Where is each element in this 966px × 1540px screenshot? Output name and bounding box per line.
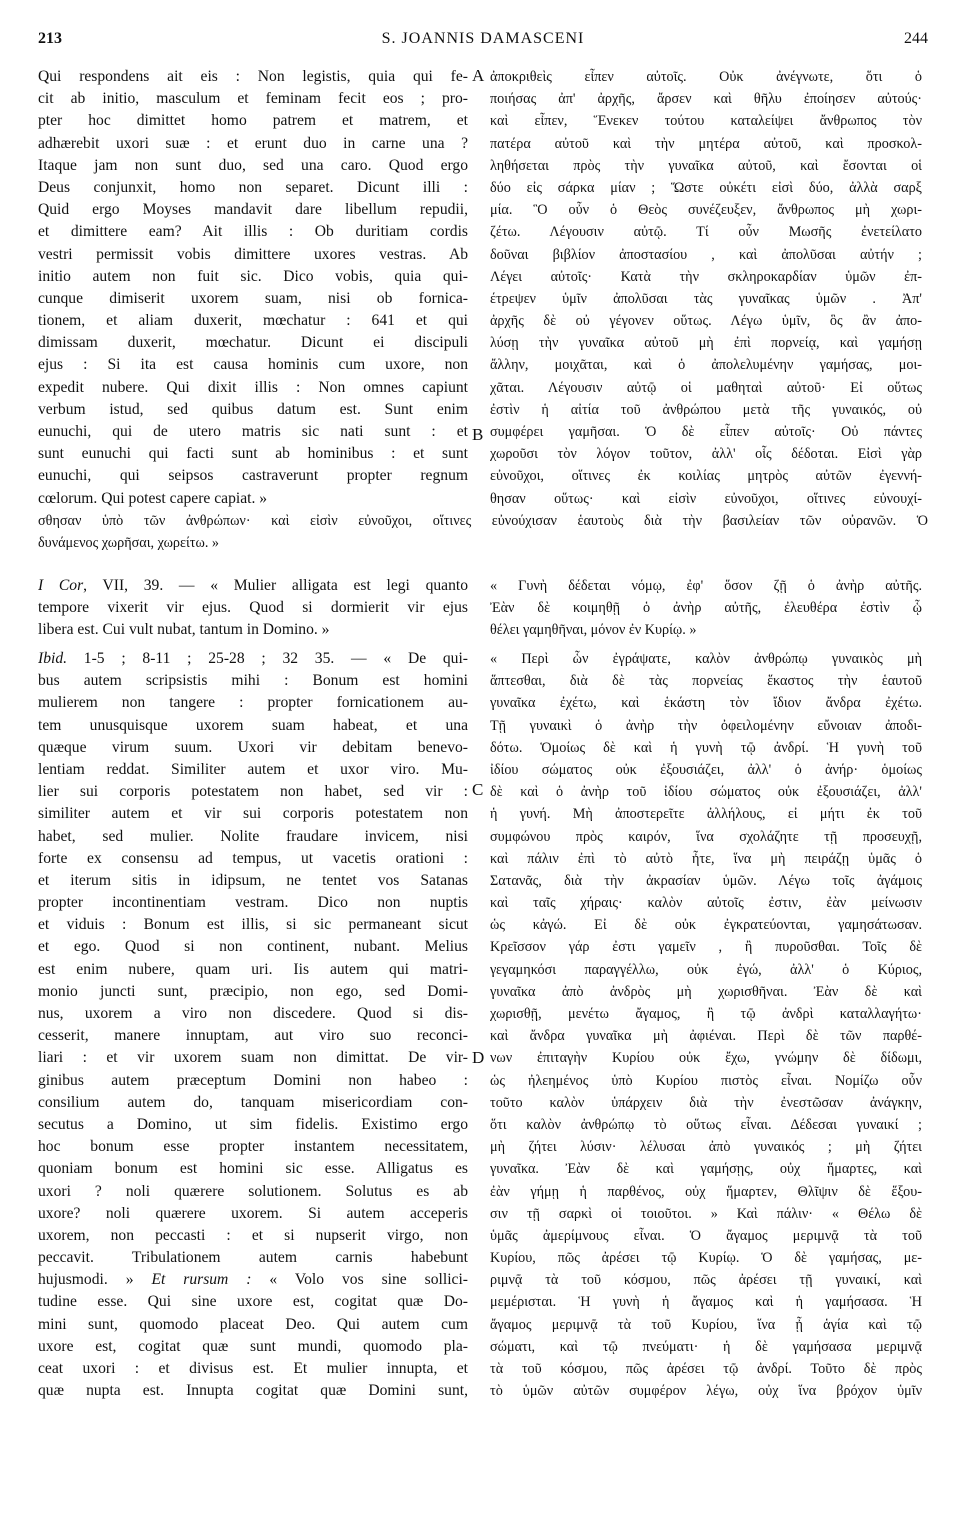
text-line: τὰ τοῦ κόσμου, πῶς ἀρέσει τῷ ἀνδρί. Τοῦτο δὲ πρὸς	[490, 1361, 922, 1377]
text-line: ζέτω. Λέγουσιν αὐτῷ. Τί οὖν Μωσῆς ἐνετείλατο	[490, 224, 922, 241]
greek-column-block-1	[490, 66, 922, 510]
text-line: Qui respondens ait eis : Non legistis, quia qui fe-	[38, 68, 468, 85]
page-number-right: 244	[904, 30, 928, 47]
text-line: ἅπτεσθαι, διὰ δὲ τὰς πορνείας ἕκαστος τὴν ἑαυτοῦ	[490, 673, 922, 690]
text-line: uxore? noli quærere uxorem. Si autem acceperis	[38, 1204, 468, 1222]
text-line: uxore est, cogitat quæ sunt mundi, quomodo pla-	[38, 1337, 468, 1355]
text-line: γυναῖκα ἐχέτω, καὶ ἑκάστη τὸν ἴδιον ἄνδρα ἐχέτω.	[490, 695, 922, 712]
text-line: monio juncti sunt, præcipio, non ego, sed Domi-	[38, 982, 468, 1000]
margin-marker-d: D	[472, 1048, 485, 1067]
text-line: « Περὶ ὧν ἐγράψατε, καλὸν ἀνθρώπῳ γυναικὸς μὴ	[490, 651, 922, 667]
latin-lines-tail	[38, 1291, 468, 1402]
text-line: Ἐὰν δὲ κοιμηθῇ ὁ ἀνὴρ αὐτῆς, ἐλευθέρα ἐστὶν ᾧ	[490, 600, 922, 617]
text-line: Itaque jam non sunt duo, sed una caro. Quod ergo	[38, 156, 468, 174]
text-line: pter hoc dimittet homo patrem et matrem, et	[38, 112, 468, 130]
text-line: quæque virum suum. Uxori vir debitam benevo-	[38, 738, 468, 756]
margin-marker-b: B	[472, 425, 484, 444]
text-line: ληθήσεται πρὸς τὴν γυναῖκα αὐτοῦ, καὶ ἔσονται οἱ	[490, 157, 922, 174]
text-line: μία. Ὃ οὖν ὁ Θεὸς συνέζευξεν, ἄνθρωπος μὴ χωρι-	[490, 202, 922, 219]
text-line: πατέρα αὐτοῦ καὶ τὴν μητέρα αὐτοῦ, καὶ προσκολ-	[490, 135, 922, 152]
text-line: εὐνοῦχοι, οἵτινες ἐκ κοιλίας μητρὸς αὐτῶν ἐγεννή-	[490, 468, 922, 485]
text-line: quoniam bonum est homini sic esse. Alligatus es	[38, 1160, 468, 1178]
running-title: S. JOANNIS DAMASCENI	[381, 30, 585, 47]
text-line: γυναῖκα. Ἐὰν δὲ καὶ γαμήσῃς, οὐχ ἥμαρτες, καὶ	[490, 1161, 922, 1178]
text-line: ἰδίου σώματος οὐκ ἐξουσιάζει, ἀλλ' ὁ ἀνήρ· ὁμοίως	[490, 761, 922, 778]
text-line: ἄγαμος μεριμνᾷ τὰ τοῦ Κυρίου, ἵνα ᾖ ἁγία καὶ τῷ	[490, 1316, 922, 1333]
text-line: ἀρχῆς δὲ οὐ γέγονεν οὕτως. Λέγω ὑμῖν, ὃς ἂν ἀπο-	[490, 313, 922, 330]
text-line: ἐὰν γήμῃ ἡ παρθένος, οὐχ ἥμαρτεν, Θλῖψιν δὲ ἕξου-	[490, 1183, 922, 1200]
margin-marker-c: C	[472, 780, 484, 799]
text-line: libera est. Cui vult nubat, tantum in Domino. »	[38, 621, 330, 639]
text-line: σθησαν ὑπὸ τῶν ἀνθρώπων· καὶ εἰσὶν εὐνοῦχοι, οἵτινες εὐνούχισαν ἑαυτοὺς διὰ τὴν βασιλείαν τῶν οὐρανῶν. Ὁ	[38, 513, 928, 529]
text-line: uxorem, non peccasti : et si nupserit virgo, non	[38, 1226, 468, 1244]
margin-marker-a: A	[472, 66, 485, 85]
text-line: δὲ καὶ ὁ ἀνὴρ τοῦ ἰδίου σώματος οὐκ ἐξουσιάζει, ἀλλ'	[490, 784, 922, 801]
text-line: Quid ergo Moyses mandavit dare libellum repudii,	[38, 201, 468, 219]
text-line: verbum istud, sed quibus datum est. Sunt enim	[38, 400, 468, 418]
page-header	[38, 30, 928, 52]
latin-lines	[38, 597, 468, 641]
text-line: forte ex consensu ad tempus, ut vacetis orationi :	[38, 849, 468, 867]
text-line: ὡς κἀγώ. Εἰ δὲ οὐκ ἐγκρατεύονται, γαμησάτωσαν.	[490, 917, 922, 934]
text-line: secutus a Domino, ut sim fidelis. Existimo ergo	[38, 1115, 468, 1133]
text-line: ἡ γυνή. Μὴ ἀποστερεῖτε ἀλλήλους, εἰ μήτι ἐκ τοῦ	[490, 806, 922, 823]
text-line: expedit nubere. Qui dixit illis : Non omnes capiunt	[38, 378, 468, 396]
text-line: Deus conjunxit, homo non separet. Dicunt illi :	[38, 178, 468, 196]
text-line: tionem, et aliam duxerit, mœchatur : 641 et qui	[38, 312, 468, 330]
text-line: similiter autem et vir sui corporis potestatem non	[38, 805, 468, 823]
text-line: hoc bonum esse propter instantem necessitatem,	[38, 1138, 468, 1156]
scripture-reference: Ibid.	[38, 650, 68, 667]
text-line: καὶ ἄνδρα γυναῖκα μὴ ἀφιέναι. Περὶ δὲ τῶν παρθέ-	[490, 1028, 922, 1045]
text-line: ριμνᾷ τὰ τοῦ κόσμου, πῶς ἀρέσει τῇ γυναικί, καὶ	[490, 1272, 922, 1289]
text-line: « Γυνὴ δέδεται νόμῳ, ἐφ' ὅσον ζῇ ὁ ἀνὴρ αὐτῆς.	[490, 578, 922, 594]
text-line: consilium autem do, tanquam misericordiam con-	[38, 1093, 468, 1111]
text-line: δύο εἰς σάρκα μίαν ; Ὥστε οὐκέτι εἰσὶ δύο, ἀλλὰ σαρξ	[490, 179, 922, 196]
text-line: ἄλλην, μοιχᾶται, καὶ ὁ ἀπολελυμένην γαμήσας, μοι-	[490, 357, 922, 374]
text-line: et viduis : Bonum est illis, si sic permaneant sicut	[38, 916, 468, 934]
text-line: γεγαμηκόσι παραγγέλλω, οὐκ ἐγώ, ἀλλ' ὁ Κύριος,	[490, 961, 922, 978]
text-line: ἀποκριθεὶς εἶπεν αὐτοῖς. Οὐκ ἀνέγνωτε, ὅτι ὁ	[490, 69, 922, 85]
text-line: θέλει γαμηθῆναι, μόνον ἐν Κυρίῳ. »	[490, 622, 697, 639]
text-line: λύσῃ τὴν γυναῖκα αὐτοῦ μὴ ἐπὶ πορνείᾳ, καὶ γαμήσῃ	[490, 335, 922, 352]
latin-column-block-1	[38, 66, 468, 510]
text-line: est enim nubere, quam uri. Iis autem qui matri-	[38, 960, 468, 978]
text-line: ejus : Si ita est causa hominis cum uxore, non	[38, 356, 468, 374]
text-line: Κυρίου, πῶς ἀρέσει τῷ Κυρίῳ. Ὁ δὲ γαμήσας, με-	[490, 1250, 922, 1267]
text-line: μὴ ζήτει λύσιν· λέλυσαι ἀπὸ γυναικός ; μὴ ζήτει	[490, 1139, 922, 1156]
text-line: tempore vixerit vir ejus. Quod si dormierit vir ejus	[38, 599, 468, 617]
text-line: Λέγει αὐτοῖς· Κατὰ τὴν σκληροκαρδίαν ὑμῶν ἐπ-	[490, 268, 922, 285]
text-line: συμφώνου πρὸς καιρόν, ἵνα σχολάζητε τῇ προσευχῇ,	[490, 828, 922, 845]
latin-column-block-2	[38, 575, 468, 642]
text-line: δοῦναι βιβλίον ἀποστασίου , καὶ ἀπολῦσαι αὐτήν ;	[490, 246, 922, 263]
text-line: bus autem scripsistis mihi : Bonum est homini	[38, 672, 468, 690]
text-line: γυναῖκα ἀπὸ ἀνδρὸς μὴ χωρισθῆναι. Ἐὰν δὲ καὶ	[490, 983, 922, 1000]
text-line: et iterum sitis in idipsum, ne tentet vos Satanas	[38, 871, 468, 889]
text-line: et dimittere eam? Ait illis : Ob duritiam cordis	[38, 223, 468, 241]
text-line: quæ nupta est. Innupta cogitat quæ Domini sunt,	[38, 1382, 468, 1400]
text-line: liari : et vir uxorem suam non dimittat. De vir-	[38, 1049, 468, 1067]
text-line: cit ab initio, masculum et feminam fecit eos ; pro-	[38, 90, 468, 108]
text-line: cœlorum. Qui potest capere capiat. »	[38, 489, 268, 507]
text-line: propter incontinentiam vestram. Dico non nuptis	[38, 894, 468, 912]
text-line: ποιήσας ἀπ' ἀρχῆς, ἄρσεν καὶ θῆλυ ἐποίησεν αὐτούς·	[490, 91, 922, 108]
text-line: I Cor, VII, 39. — « Mulier alligata est legi quanto	[38, 577, 468, 594]
text-line: adhærebit uxori suæ : et erunt duo in carne una ?	[38, 134, 468, 152]
full-width-greek-continuation	[38, 510, 928, 554]
text-line: τοῦτο καλὸν ὑπάρχειν διὰ τὴν ἐνεστῶσαν ἀνάγκην,	[490, 1094, 922, 1111]
text-line: tudine esse. Qui sine uxore est, cogitat quæ Do-	[38, 1293, 468, 1311]
scripture-reference: I Cor	[38, 577, 84, 594]
text-line: vestri permissit vobis dimittere uxores vestras. Ab	[38, 245, 468, 263]
text-line: μεμέρισται. Ἡ γυνὴ ἡ ἄγαμος καὶ ἡ γαμήσασα. Ἡ	[490, 1294, 922, 1311]
text-line: tem unusquisque uxorem suam habeat, et una	[38, 716, 468, 734]
text-line: σιν τῇ σαρκὶ οἱ τοιοῦτοι. » Καὶ πάλιν· « Θέλω δὲ	[490, 1205, 922, 1222]
greek-column-block-2	[490, 575, 922, 642]
text-line: ὡς ἠλεημένος ὑπὸ Κυρίου πιστὸς εἶναι. Νομίζω οὖν	[490, 1072, 922, 1089]
text-line: et ego. Quod si non continent, nubant. Melius	[38, 938, 468, 956]
text-line: peccavit. Tribulationem autem carnis habebunt	[38, 1249, 468, 1267]
text-line: nus, uxorem a viro non discedere. Quod si dis-	[38, 1005, 468, 1022]
text-line: νων ἐπιταγὴν Κυρίου οὐκ ἔχω, γνώμην δὲ δίδωμι,	[490, 1050, 922, 1067]
text-line: χωρισθῇ, μενέτω ἄγαμος, ἢ τῷ ἀνδρὶ καταλλαγήτω·	[490, 1006, 922, 1022]
text-line: θησαν οὕτως· καὶ εἰσὶν εὐνοῦχοι, οἵτινες εὐνουχί-	[490, 490, 922, 507]
text-line: δυνάμενος χωρῆσαι, χωρείτω. »	[38, 535, 220, 552]
text-line: καὶ πάλιν ἐπὶ τὸ αὐτὸ ἦτε, ἵνα μὴ πειράζῃ ὑμᾶς ὁ	[490, 850, 922, 867]
text-line: Τῇ γυναικὶ ὁ ἀνὴρ τὴν ὀφειλομένην εὔνοιαν ἀποδι-	[490, 717, 922, 734]
text-line: mulierem non tangere : propter fornicationem au-	[38, 694, 468, 712]
text-line: Κρεῖσσον γάρ ἐστι γαμεῖν , ἢ πυροῦσθαι. Τοῖς δὲ	[490, 939, 922, 956]
text-line: sunt eunuchi qui facti sunt ab hominibus : et sunt	[38, 445, 468, 463]
text-line: mini sunt, quomodo placeat Deo. Qui autem cum	[38, 1315, 468, 1333]
text-line: lier sui corporis potestatem non habet, sed vir :	[38, 783, 468, 801]
text-line: δότω. Ὁμοίως δὲ καὶ ἡ γυνὴ τῷ ἀνδρί. Ἡ γυνὴ τοῦ	[490, 739, 922, 756]
text-line: dimissam duxerit, mœchatur. Dicunt ei discipuli	[38, 334, 468, 352]
text-line: uxori ? noli quærere solutionem. Solutus es ab	[38, 1182, 468, 1200]
text-line: καὶ εἶπεν, Ἕνεκεν τούτου καταλείψει ἄνθρωπος τὸν	[490, 113, 922, 130]
text-line: Ibid. 1-5 ; 8-11 ; 25-28 ; 32 35. — « De qui-	[38, 650, 468, 667]
text-line: habet, sed mulier. Nolite fraudare invicem, nisi	[38, 827, 468, 845]
page-number-left: 213	[38, 30, 62, 47]
text-line: ὑμᾶς ἀμερίμνους εἶναι. Ὁ ἄγαμος μεριμνᾷ τὰ τοῦ	[490, 1227, 922, 1244]
text-line: ἐστὶν ἡ αἰτία τοῦ ἀνθρώπου μετὰ τῆς γυναικός, οὐ	[490, 401, 922, 418]
text-line: ginibus autem præceptum Domini non habeo :	[38, 1071, 468, 1089]
latin-lines	[38, 670, 468, 1269]
text-line: σώματι, καὶ τῷ πνεύματι· ἡ δὲ γαμήσασα μεριμνᾷ	[490, 1338, 922, 1355]
latin-column-block-3	[38, 648, 468, 1402]
text-line: χᾶται. Λέγουσιν αὐτῷ οἱ μαθηταὶ αὐτοῦ· Εἰ οὕτως	[490, 379, 922, 396]
text-line: καὶ ταῖς χήραις· καλὸν αὐτοῖς ἐστιν, ἐὰν μείνωσιν	[490, 895, 922, 912]
text-line: Σατανᾶς, διὰ τὴν ἀκρασίαν ὑμῶν. Λέγω τοῖς ἀγάμοις	[490, 872, 922, 889]
text-line: έτρεψεν ὑμῖν ἀπολῦσαι τὰς γυναῖκας ὑμῶν . Ἀπ'	[490, 290, 922, 307]
text-line: ceat uxori : et divisus est. Et mulier innupta, et	[38, 1360, 468, 1377]
text-line: ὅτι καλὸν ἀνθρώπῳ τὸ οὕτως εἶναι. Δέδεσαι γυναικί ;	[490, 1116, 922, 1133]
text-line: hujusmodi. » Et rursum : « Volo vos sine sollici-	[38, 1271, 468, 1289]
text-line: συμφέρει γαμῆσαι. Ὁ δὲ εἶπεν αὐτοῖς· Οὐ πάντες	[490, 424, 922, 440]
text-line: cunque dimiserit uxorem suam, nisi ob fornica-	[38, 289, 468, 307]
text-line: initio autem non fuit sic. Dico vobis, quia qui-	[38, 267, 468, 285]
greek-column-block-3	[490, 648, 922, 1402]
text-line: χωροῦσι τὸν λόγον τοῦτον, ἀλλ' οἷς δέδοται. Εἰσὶ γὰρ	[490, 446, 922, 463]
text-line: cesserit, manere innuptam, aut viro suo reconci-	[38, 1027, 468, 1045]
text-line: eunuchi, qui seipsos castraverunt propter regnum	[38, 467, 468, 485]
text-line: lentiam reddat. Similiter autem et uxor viro. Mu-	[38, 760, 468, 778]
text-line: τὸ ὑμῶν αὐτῶν συμφέρον λέγω, οὐχ ἵνα βρόχον ὑμῖν	[490, 1383, 922, 1400]
text-line: eunuchi, qui de utero matris sic nati sunt : et	[38, 423, 468, 440]
